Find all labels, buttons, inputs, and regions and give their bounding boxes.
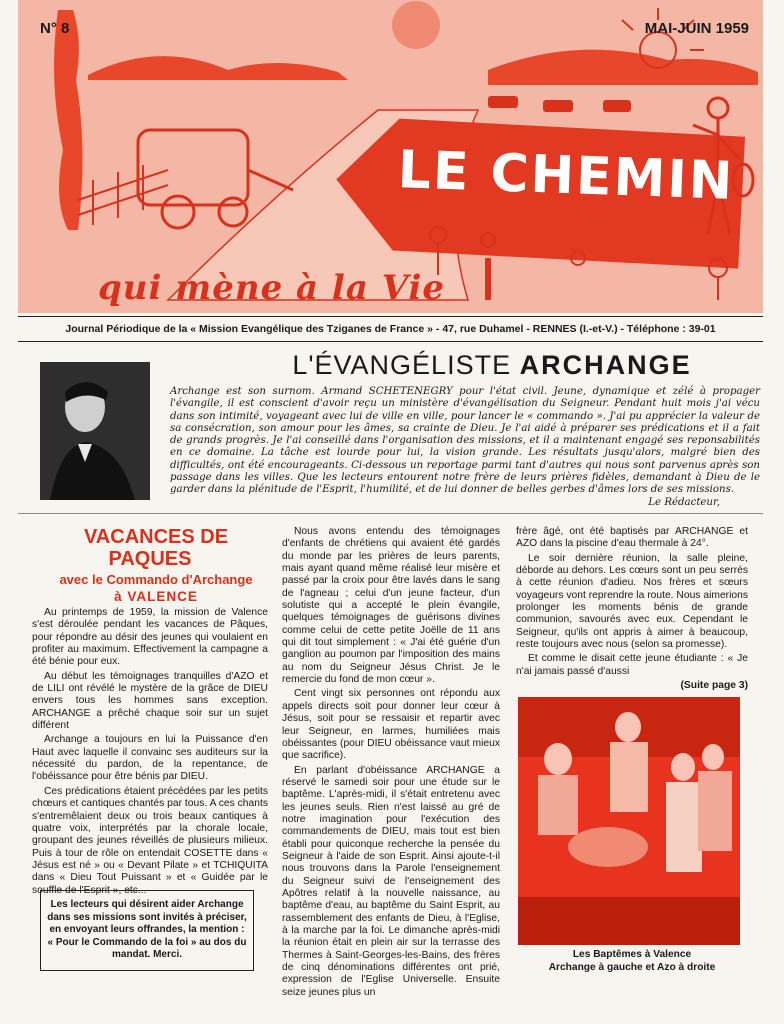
section-divider: [18, 513, 763, 514]
publisher-line: Journal Périodique de la « Mission Evangélique des Tziganes de France » - 47, rue Duhamel - RENNES (I.-et-V.) - Téléphone : 39-01: [18, 316, 763, 342]
paragraph: Archange a toujours en lui la Puissance d'en Haut avec laquelle il convainc ses auditeurs sur la nécessité du pardon, de la repentance, de l'obéissance pour être bénis par DIEU.: [32, 734, 268, 783]
article-title: VACANCES DE PAQUES: [83, 526, 229, 570]
portrait-photo-icon: [40, 362, 150, 500]
article-column-1: [32, 526, 268, 899]
paragraph: frère âgé, ont été baptisés par ARCHANGE et AZO dans la piscine d'eau thermale à 24°.: [516, 526, 748, 550]
hill-shape: [488, 50, 758, 85]
paragraph: Au printemps de 1959, la mission de Valence s'est déroulée pendant les vacances de Pâques, pour répondre au désir des jeunes qui voulaient en profiter au maximum. Effectivement la campagne a été bénie pour eux.: [32, 607, 268, 668]
car-icon: [543, 100, 573, 112]
car-icon: [488, 96, 518, 108]
car-icon: [603, 100, 631, 112]
feature-headline: [222, 350, 762, 381]
editor-signature: Le Rédacteur,: [648, 496, 720, 508]
masthead: [18, 0, 763, 313]
baptism-photo: [518, 697, 740, 945]
fence-icon: [78, 165, 168, 225]
feature-intro: [170, 386, 760, 509]
photo-caption-line1: Les Baptêmes à Valence: [572, 949, 692, 960]
tree-icon: [54, 10, 83, 230]
donation-appeal-box: Les lecteurs qui désirent aider Archange dans ses missions sont invités à préciser, en envoyant leurs offrandes, la mention : « Pour le Commando de la foi » au dos du mandat. Merci.: [40, 890, 254, 971]
article-column-2: [282, 526, 500, 1001]
continued-label: (Suite page 3): [680, 680, 748, 692]
paragraph: En parlant d'obéissance ARCHANGE a réservé le samedi soir pour une étude sur le baptême. L'après-midi, il s'était entretenu avec les jeunes seuls. Rien n'est laissé au gré de notre imagination pour l'exécution des commandements de DIEU, mais tout est bien établi pour quiconque recherche la pensée du Seigneur à l'aide de son Esprit. Ainsi ajoute-t-il nous trouvons dans la Parole l'enseignement du Seigneur suivi de l'enseignement des Apôtres relatif à la nouvelle naissance, au baptême d'eau, au baptême du Saint Esprit, au rassemblement des enfants de Dieu, à l'Eglise, à la marche par la foi. Le dimanche après-midi la réunion était en plein air sur la terrasse des Thermes à Saint-Georges-les-Bains, des frères de cinq dénominations différentes ont prié, expression de l'Eglise Universelle. Ensuite seize jeunes plus un: [282, 764, 500, 998]
paragraph: Le soir dernière réunion, la salle pleine, déborde au dehors. Les cœurs sont un peu serrés à cette réunion d'adieu. Nos frères et sœurs voyageurs vont reprendre la route. Nous aimerions prolonger les moments bénis de grande communion, savourés avec eux. Cependant le Seigneur, qu'ils ont appris à aimer à beaucoup, reste toujours avec nous (selon sa promesse).: [516, 552, 748, 651]
paragraph: Cent vingt six personnes ont répondu aux appels directs soit pour donner leur cœur à Jésus, soit pour se ressaisir et repartir avec leur Seigneur, en larmes, humiliées mais obéissantes (pour DIEU obéissance vaut mieux que sacrifice).: [282, 688, 500, 762]
tree-icon: [392, 1, 440, 49]
paragraph: Ces prédications étaient précédées par les petits chœurs et cantiques chantés par tous. A ces chants s'entremêlaient deux ou trois beaux cantiques à quatre voix, interprétés par la chorale locale, groupant des jeunes réveillés de plusieurs milieux. Puis à tour de rôle on entendait COSETTE dans « Jésus est né » ou « Devant Pilate » et TCHIQUITA dans « Dieu Tout Puissant » et « Guidée par le souffle de l'Esprit », etc...: [32, 785, 268, 896]
issue-date: MAI-JUIN 1959: [644, 20, 749, 37]
feature-headline-prefix: L'ÉVANGÉLISTE: [292, 350, 512, 380]
feature-headline-name: ARCHANGE: [519, 350, 692, 380]
issue-number: N° 8: [40, 20, 70, 37]
photo-caption-line2: Archange à gauche et Azo à droite: [548, 961, 716, 973]
archange-portrait: [40, 362, 150, 500]
feature-intro-text: Archange est son surnom. Armand SCHETENEGRY pour l'état civil. Jeune, dynamique et zélé à propager l'évangile, il est conscient d'avoir reçu un ministère d'évangélisation du Seigneur. Pendant huit mois j'ai vécu dans son intimité, voyageant avec lui de ville en ville, pour lancer le « commando ». J'ai pu apprécier la valeur de sa consécration, son amour pour les âmes, sa crainte de Dieu. Je l'ai aidé à préparer ses prédications et il a fait de grands progrès. Je l'ai conseillé dans l'organisation des missions, et il a maintenant engagé ses reponsabilités en ce domaine. La tâche est lourde pour lui, la vision grande. Les résultats jusqu'alors, malgré bien des difficultés, ont été encourageants. Ci-dessous un reportage parmi tant d'autres qui nous sont parvenus après son passage dans les villes. Que les lecteurs entourent notre frère de leurs prières fidèles, demandant à Dieu de le garder dans la plénitude de l'Esprit, l'humilité, et de lui donner de belles gerbes d'âmes lors de ses missions.: [170, 386, 760, 496]
article-column-3: [516, 526, 748, 694]
article-city: à VALENCE: [114, 589, 198, 604]
newspaper-tagline: qui mène à la Vie: [98, 268, 446, 308]
photo-caption: [516, 949, 748, 974]
baptism-photo-image: [518, 697, 740, 945]
paragraph: Nous avons entendu des témoignages d'enfants de chrétiens qui avaient été gardés du monde par les prières de leurs parents, mais ayant quand même réalisé leur misère et passé par la croix pour être lavés dans le sang de l'agneau ; celui d'un jeune facteur, d'un solutiste qui a accepté le plein évangile, quelques témoignages de guérisons divines comme celui de cette petite Joëlle de 11 ans qui dit tout simplement : « J'ai été guérie d'un ganglion au poumon par l'imposition des mains au nom du Seigneur Jésus Christ. Je le remercie du fond de mon cœur ».: [282, 526, 500, 686]
paragraph: Et comme le disait cette jeune étudiante : « Je n'ai jamais passé d'aussi: [516, 653, 748, 677]
article-subtitle: avec le Commando d'Archange: [59, 572, 253, 587]
hill-shape: [88, 56, 348, 80]
paragraph: Au début les témoignages tranquilles d'AZO et de LILI ont révélé le mystère de la grâce de DIEU envers tous les hommes sans exception. ARCHANGE a prêché chaque soir sur un sujet différent: [32, 670, 268, 732]
newspaper-title: LE CHEMIN: [396, 140, 736, 212]
